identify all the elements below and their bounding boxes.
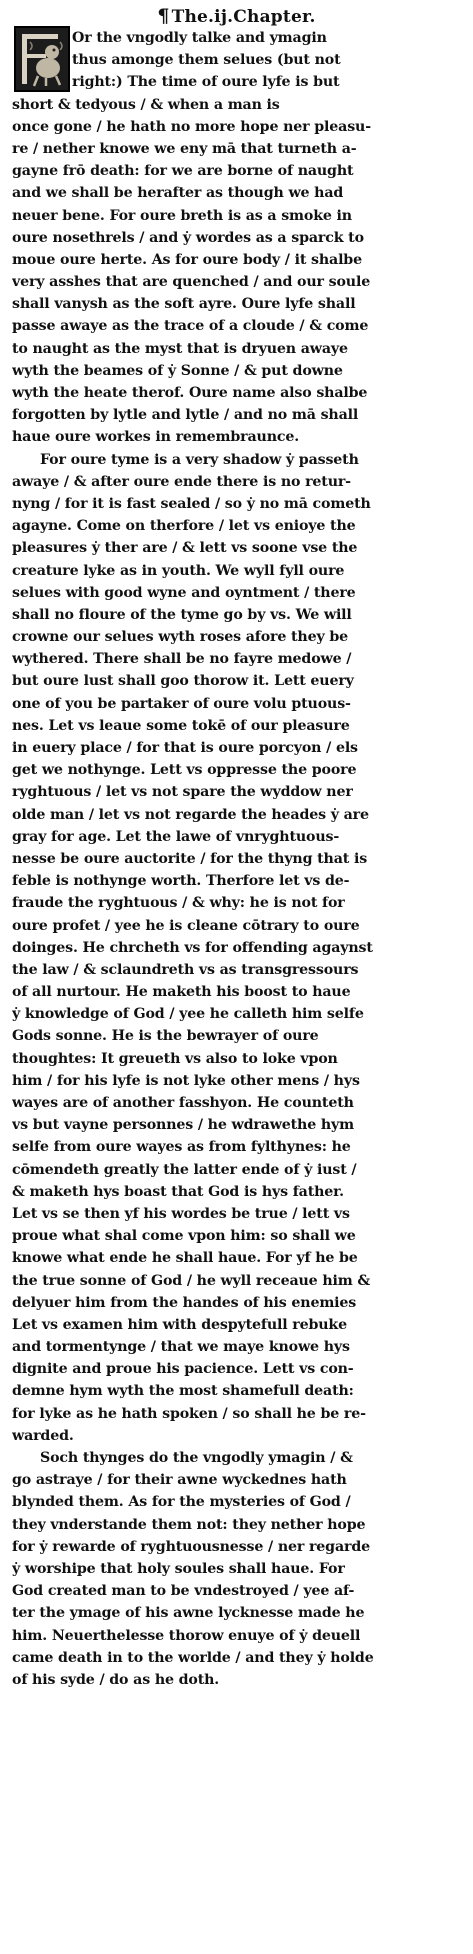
text-line: olde man / let vs not regarde the heades ẏ are — [12, 806, 369, 823]
text-line: they vnderstande them not: they nether hope — [12, 1516, 366, 1533]
text-line: feble is nothynge worth. Therfore let vs de- — [12, 873, 350, 890]
text-line: Gods sonne. He is the bewrayer of oure — [12, 1028, 319, 1045]
text-line: get we nothynge. Lett vs oppresse the poore — [12, 762, 357, 779]
text-line: re / nether knowe we eny mā that turneth a- — [12, 140, 357, 157]
text-line: selues with good wyne and oyntment / there — [12, 584, 356, 601]
text-line: one of you be partaker of oure volu ptuous- — [12, 695, 351, 712]
text-line: ẏ worshipe that holy soules shall haue. For — [12, 1560, 345, 1577]
text-line: cōmendeth greatly the latter ende of ẏ iust / — [12, 1161, 357, 1178]
text-line: very asshes that are quenched / and our soule — [12, 274, 371, 291]
text-line: haue oure workes in remembraunce. — [12, 429, 300, 446]
text-line: and we shall be herafter as though we had — [12, 185, 344, 202]
text-line: & maketh hys boast that God is hys father. — [12, 1183, 344, 1200]
text-line: shall no floure of the tyme go by vs. We will — [12, 606, 352, 623]
chapter-heading-text: The.ij.Chapter. — [171, 7, 316, 27]
text-line: the true sonne of God / he wyll receaue him & — [12, 1272, 371, 1289]
text-line: blynded them. As for the mysteries of God / — [12, 1494, 351, 1511]
text-line: crowne our selues wyth roses afore they be — [12, 629, 349, 646]
text-line: nyng / for it is fast sealed / so ẏ no mā cometh — [12, 495, 371, 512]
text-line: the law / & sclaundreth vs as transgressours — [12, 961, 359, 978]
text-line: Let vs se then yf his wordes be true / lett vs — [12, 1205, 350, 1222]
text-line: knowe what ende he shall haue. For yf he be — [12, 1250, 358, 1267]
text-line: ryghtuous / let vs not spare the wyddow ner — [12, 784, 353, 801]
text-line: of his syde / do as he doth. — [12, 1671, 220, 1688]
text-line: him. Neuerthelesse thorow enuye of ẏ deuell — [12, 1627, 361, 1644]
text-line: shall vanysh as the soft ayre. Oure lyfe shall — [12, 296, 356, 313]
text-line: gayne frō death: for we are borne of naught — [12, 163, 354, 180]
text-line: thoughtes: It greueth vs also to loke vpon — [12, 1050, 338, 1067]
text-line: wythered. There shall be no fayre medowe / — [12, 651, 352, 668]
text-line: for lyke as he hath spoken / so shall he be re- — [12, 1405, 366, 1422]
text-line: oure profet / yee he is cleane cōtrary to oure — [12, 917, 360, 934]
text-line: short & tedyous / & when a man is — [12, 96, 280, 113]
text-line: creature lyke as in youth. We wyll fyll oure — [12, 562, 345, 579]
text-line: wayes are of another fasshyon. He counteth — [12, 1095, 354, 1111]
text-line: of all nurtour. He maketh his boost to haue — [12, 984, 351, 1001]
text-line: nesse be oure auctorite / for the thyng that is — [12, 850, 368, 867]
text-line: God created man to be vndestroyed / yee af- — [12, 1583, 355, 1600]
text-line: wyth the beames of ẏ Sonne / & put downe — [12, 362, 343, 379]
text-line: delyuer him from the handes of his enemies — [12, 1294, 357, 1311]
text-line: Let vs examen him with despytefull rebuke — [12, 1316, 347, 1333]
text-line: passe awaye as the trace of a cloude / & come — [12, 318, 369, 335]
text-line: oure nosethrels / and ẏ wordes as a sparck to — [12, 229, 364, 246]
text-line: proue what shal come vpon him: so shall we — [12, 1228, 356, 1245]
text-line: but oure lust shall goo thorow it. Lett euery — [12, 673, 354, 690]
text-line: dignite and proue his pacience. Lett vs con- — [12, 1361, 354, 1378]
text-line: fraude the ryghtuous / & why: he is not for — [12, 895, 345, 912]
text-line: came death in to the worlde / and they ẏ holde — [12, 1649, 374, 1666]
scripture-text-block — [12, 27, 462, 1691]
chapter-heading — [0, 6, 473, 27]
text-line: ẏ knowledge of God / yee he calleth him selfe — [12, 1006, 364, 1023]
text-line: Soch thynges do the vngodly ymagin / & — [40, 1450, 353, 1466]
text-line: him / for his lyfe is not lyke other mens / hys — [12, 1072, 360, 1089]
text-line: neuer bene. For oure breth is as a smoke in — [12, 207, 352, 224]
text-line: once gone / he hath no more hope ner pleasu- — [12, 118, 371, 135]
text-line: Or the vngodly talke and ymagin — [72, 30, 327, 46]
text-line: forgotten by lytle and lytle / and no mā shall — [12, 407, 359, 424]
text-line: For oure tyme is a very shadow ẏ passeth — [40, 451, 359, 468]
text-line: selfe from oure wayes as from fylthynes: he — [12, 1139, 351, 1156]
text-line: to naught as the myst that is dryuen awaye — [12, 340, 348, 357]
text-line: doinges. He chrcheth vs for offending agaynst — [12, 939, 373, 956]
text-line: demne hym wyth the most shamefull death: — [12, 1383, 354, 1400]
text-line: agayne. Come on therfore / let vs enioye the — [12, 518, 356, 535]
text-line: nes. Let vs leaue some tokē of our pleasure — [12, 717, 350, 734]
text-line: go astraye / for their awne wyckednes hath — [12, 1472, 347, 1489]
text-line: warded. — [12, 1427, 74, 1444]
text-line: vs but vayne personnes / he wdrawethe hym — [12, 1117, 355, 1134]
text-line: wyth the heate therof. Oure name also shalbe — [12, 385, 368, 401]
text-line: pleasures ẏ ther are / & lett vs soone vse the — [12, 540, 358, 557]
text-line: thus amonge them selues (but not — [72, 52, 341, 69]
text-line: in euery place / for that is oure porcyon / els — [12, 740, 358, 756]
text-line: right:) The time of oure lyfe is but — [72, 74, 340, 91]
pilcrow-mark: ¶ — [157, 5, 170, 27]
text-line: ter the ymage of his awne lycknesse made he — [12, 1605, 365, 1622]
text-line: and tormentynge / that we maye knowe hys — [12, 1339, 350, 1356]
text-line: gray for age. Let the lawe of vnryghtuous- — [12, 828, 340, 845]
text-line: moue oure herte. As for oure body / it shalbe — [12, 251, 362, 268]
text-line: for ẏ rewarde of ryghtuousnesse / ner regarde — [12, 1538, 370, 1555]
text-line: awaye / & after oure ende there is no retur- — [12, 473, 351, 490]
